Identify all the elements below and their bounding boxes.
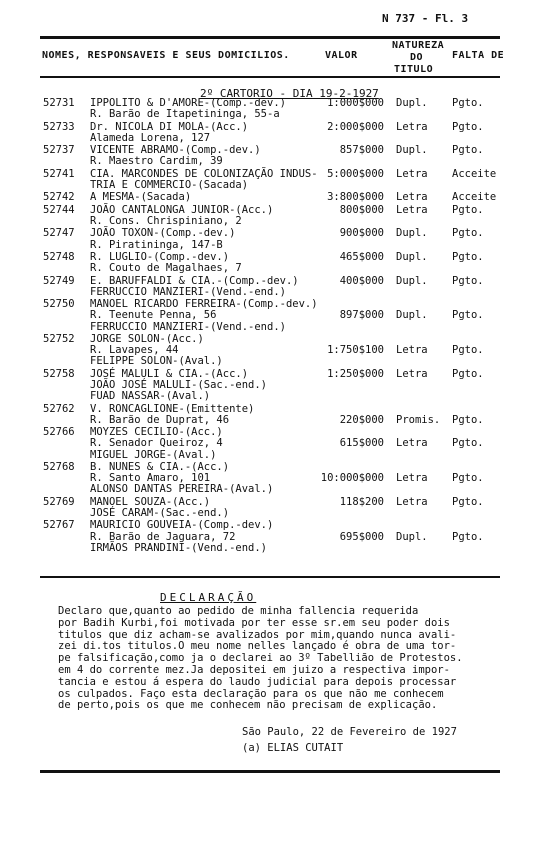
declaration-place-date: São Paulo, 22 de Fevereiro de 1927 (242, 726, 457, 738)
entry-name-line: JOÃO JOSÉ MALULI-(Sac.-end.) (90, 378, 268, 391)
entry-name-line: R. Piratininga, 147-B (90, 238, 223, 251)
entry-value: 695$000 (339, 530, 384, 543)
entry-value: 2:000$000 (327, 120, 384, 133)
entry-title-type: Letra (396, 167, 428, 180)
entry-name-line: R. Barão de Duprat, 46 (90, 413, 230, 426)
entry-status: Acceite (452, 167, 497, 180)
entry-status: Pgto. (452, 251, 484, 263)
entry-status: Pgto. (452, 344, 484, 357)
section-title: 2º CARTORIO - DIA 19-2-1927 (200, 87, 379, 100)
entry-title-type: Letra (396, 472, 428, 485)
entry-number: 52737 (43, 144, 75, 157)
entry-value: 220$000 (339, 413, 384, 426)
entry-name-line: R. Couto de Magalhaes, 7 (90, 262, 242, 275)
entry-row (0, 404, 543, 426)
entry-row (0, 145, 543, 167)
entry-title-type: Letra (396, 120, 428, 133)
entry-value: 615$000 (339, 437, 384, 450)
entry-row (0, 520, 543, 554)
entry-name-line: V. RONCAGLIONE-(Emittente) (90, 402, 255, 415)
entry-number: 52749 (43, 274, 75, 287)
entry-number: 52758 (43, 367, 75, 380)
entry-value: 900$000 (339, 227, 384, 240)
entry-name-line: B. NUNES & CIA.-(Acc.) (90, 461, 230, 473)
entry-title-type: Dupl. (396, 97, 428, 109)
entry-number: 52766 (43, 426, 75, 439)
page-reference: N 737 - Fl. 3 (382, 12, 469, 25)
entry-status: Pgto. (452, 227, 484, 240)
entry-value: 10:000$000 (320, 472, 384, 485)
entry-name-line: R. LUGLIO-(Comp.-dev.) (90, 251, 230, 263)
entry-row (0, 427, 543, 461)
entry-name-line: VICENTE ABRAMO-(Comp.-dev.) (90, 144, 261, 157)
entry-value: 1:750$100 (327, 344, 384, 357)
entry-value: 857$000 (339, 144, 384, 157)
entry-status: Pgto. (452, 274, 484, 287)
entry-value: 800$000 (339, 203, 384, 216)
entry-value: 1:250$000 (327, 367, 384, 380)
entry-title-type: Promis. (396, 413, 441, 426)
header-nature-2: DO (410, 52, 424, 63)
entry-name-line: Dr. NICOLA DI MOLA-(Acc.) (90, 120, 249, 133)
entry-value: 1:000$000 (327, 97, 384, 109)
entry-name-line: R. Senador Queiroz, 4 (90, 437, 223, 450)
entry-title-type: Letra (396, 367, 428, 380)
entry-name-line: R. Lavapes, 44 (90, 344, 179, 357)
entry-row (0, 299, 543, 333)
entry-row (0, 205, 543, 227)
entry-name-line: A MESMA-(Sacada) (90, 191, 192, 204)
entry-title-type: Letra (396, 344, 428, 357)
entry-name-line: IRMÃOS PRANDINI-(Vend.-end.) (90, 541, 268, 554)
entry-number: 52747 (43, 227, 75, 240)
entry-number: 52769 (43, 495, 75, 508)
entry-value: 465$000 (339, 251, 384, 263)
entry-row (0, 462, 543, 496)
entry-row (0, 228, 543, 250)
entry-title-type: Letra (396, 203, 428, 216)
entry-number: 52762 (43, 402, 75, 415)
entry-row (0, 192, 543, 203)
header-nature-1: NATUREZA (392, 40, 445, 51)
entry-number: 52768 (43, 461, 75, 473)
entry-name-line: IPPOLITO & D'AMORE-(Comp.-dev.) (90, 97, 286, 109)
entry-status: Pgto. (452, 144, 484, 157)
list-end-rule (40, 576, 500, 578)
entry-row (0, 252, 543, 274)
entry-value: 3:800$000 (327, 191, 384, 204)
entry-value: 5:000$000 (327, 167, 384, 180)
entry-row (0, 98, 543, 120)
entry-name-line: R. Santo Amaro, 101 (90, 472, 211, 485)
entry-number: 52744 (43, 203, 75, 216)
entry-number: 52748 (43, 251, 75, 263)
entry-status: Acceite (452, 191, 497, 204)
entry-status: Pgto. (452, 309, 484, 322)
entry-number: 52752 (43, 333, 75, 345)
entry-value: 400$000 (339, 274, 384, 287)
entry-name-line: R. Barão de Jaguara, 72 (90, 530, 236, 543)
entry-title-type: Dupl. (396, 144, 428, 157)
entry-row (0, 497, 543, 519)
entry-status: Pgto. (452, 530, 484, 543)
entry-number: 52731 (43, 97, 75, 109)
entry-title-type: Dupl. (396, 227, 428, 240)
entry-title-type: Letra (396, 437, 428, 450)
entry-name-line: R. Teenute Penna, 56 (90, 309, 217, 322)
declaration-signature: (a) ELIAS CUTAIT (242, 742, 344, 754)
entry-status: Pgto. (452, 495, 484, 508)
entry-number: 52741 (43, 167, 75, 180)
entry-name-line: JORGE SOLON-(Acc.) (90, 333, 204, 345)
entry-name-line: Alameda Lorena, 127 (90, 131, 211, 144)
entry-name-line: MAURICIO GOUVEIA-(Comp.-dev.) (90, 519, 274, 532)
entry-number: 52767 (43, 519, 75, 532)
entry-name-line: FELIPPE SOLON-(Aval.) (90, 355, 223, 368)
entry-name-line: FERRUCCIO MANZIERI-(Vend.-end.) (90, 320, 286, 333)
entry-title-type: Dupl. (396, 309, 428, 322)
entry-title-type: Dupl. (396, 274, 428, 287)
entry-row (0, 169, 543, 191)
declaration-body: Declaro que,quanto ao pedido de minha fallencia requerida por Badih Kurbi,foi motivada por ter esse sr.em seu poder dois titulos que diz acham-se avalizados por mim,quando nunca avali- zei di.tos titulos.O meu nome nelles lançado é obra de uma tor- pe falsificação,como ja o declarei ao 3º Tabellião de Protestos. em 4 do corrente mez.Ja depositei em juizo a respectiva impor- tancia e estou á espera do laudo judicial para depois processar os culpados. Faço esta declaração para os que não me conhecem de perto,pois os que me conhecem não precisam de explicação. (58, 605, 463, 712)
entry-number: 52733 (43, 120, 75, 133)
entry-title-type: Dupl. (396, 530, 428, 543)
entry-row (0, 369, 543, 403)
entry-name-line: E. BARUFFALDI & CIA.-(Comp.-dev.) (90, 274, 299, 287)
entry-name-line: MOYZES CECILIO-(Acc.) (90, 426, 223, 439)
entry-number: 52750 (43, 298, 75, 311)
entry-title-type: Letra (396, 191, 428, 204)
entry-row (0, 276, 543, 298)
entry-value: 118$200 (339, 495, 384, 508)
entry-status: Pgto. (452, 367, 484, 380)
header-nature-3: TITULO (394, 64, 434, 75)
entry-name-line: JOSÉ MALULI & CIA.-(Acc.) (90, 367, 249, 380)
header-value: VALOR (325, 50, 358, 61)
header-status: FALTA DE (452, 50, 505, 61)
entry-name-line: R. Cons. Chrispiniano, 2 (90, 214, 242, 227)
entry-row (0, 122, 543, 144)
entry-row (0, 334, 543, 368)
entry-name-line: FERRUCCIO MANZIERI-(Vend.-end.) (90, 285, 286, 298)
entry-status: Pgto. (452, 97, 484, 109)
entry-name-line: R. Barão de Itapetininga, 55-a (90, 108, 280, 121)
entry-name-line: MANOEL RICARDO FERREIRA-(Comp.-dev.) (90, 298, 318, 311)
entry-name-line: MIGUEL JORGE-(Aval.) (90, 448, 217, 461)
top-rule (40, 36, 500, 39)
entry-status: Pgto. (452, 203, 484, 216)
entry-name-line: JOÃO TOXON-(Comp.-dev.) (90, 227, 236, 240)
entry-name-line: R. Maestro Cardim, 39 (90, 155, 223, 168)
header-names: NOMES, RESPONSAVEIS E SEUS DOMICILIOS. (42, 50, 290, 61)
entry-status: Pgto. (452, 437, 484, 450)
header-rule (40, 76, 500, 78)
declaration-title: DECLARAÇÃO (160, 591, 257, 604)
entry-status: Pgto. (452, 472, 484, 485)
entry-name-line: MANOEL SOUZA-(Acc.) (90, 495, 211, 508)
entry-name-line: JOSÉ CARAM-(Sac.-end.) (90, 506, 230, 519)
entry-name-line: CIA. MARCONDES DE COLONIZAÇÃO INDUS- (90, 167, 318, 180)
entry-name-line: JOÃO CANTALONGA JUNIOR-(Acc.) (90, 203, 274, 216)
entry-title-type: Letra (396, 495, 428, 508)
entry-value: 897$000 (339, 309, 384, 322)
entry-title-type: Dupl. (396, 251, 428, 263)
entry-status: Pgto. (452, 120, 484, 133)
entry-name-line: TRIA E COMMERCIO-(Sacada) (90, 178, 249, 191)
entry-name-line: FUAD NASSAR-(Aval.) (90, 390, 211, 403)
entry-status: Pgto. (452, 413, 484, 426)
entry-number: 52742 (43, 191, 75, 204)
entry-name-line: ALONSO DANTAS PEREIRA-(Aval.) (90, 483, 274, 496)
bottom-rule (40, 770, 500, 773)
